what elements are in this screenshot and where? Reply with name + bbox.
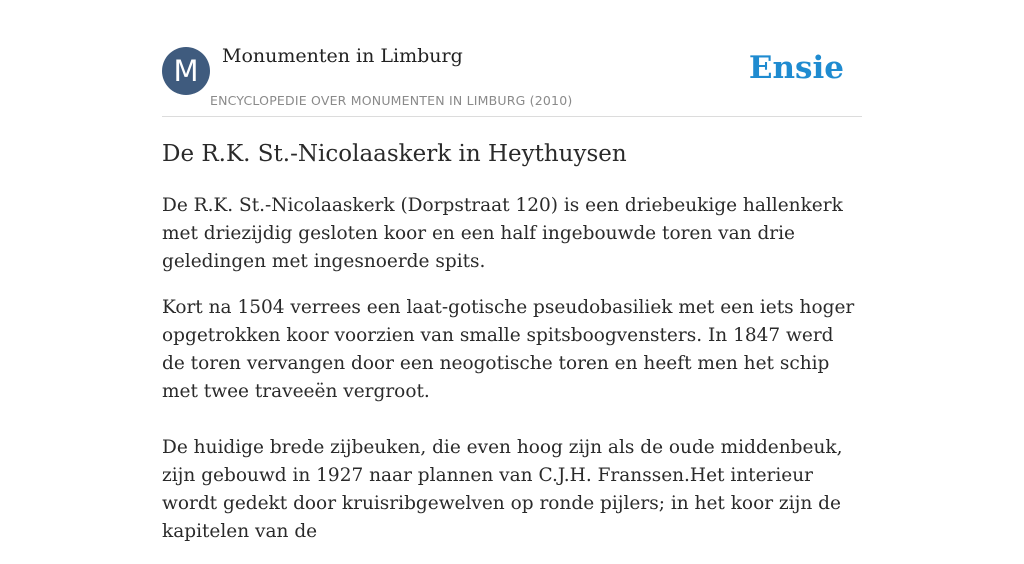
source-subtitle: ENCYCLOPEDIE OVER MONUMENTEN IN LIMBURG (2010) xyxy=(210,93,573,108)
avatar[interactable]: M xyxy=(162,47,210,95)
article-paragraph: Kort na 1504 verrees een laat-gotische pseudobasiliek met een iets hoger opgetrokken koor voorzien van smalle spitsboogvensters. In 1847 werd de toren vervangen door een neogotische toren en heeft men het schip met twee traveeën vergroot. xyxy=(162,297,855,402)
source-header xyxy=(162,0,862,117)
source-title[interactable]: Monumenten in Limburg xyxy=(222,45,463,67)
article xyxy=(162,138,862,564)
ensie-logo[interactable]: Ensie xyxy=(748,50,844,86)
paragraph-spacer xyxy=(162,406,862,434)
article-title: De R.K. St.-Nicolaaskerk in Heythuysen xyxy=(162,141,627,167)
article-paragraph: De huidige brede zijbeuken, die even hoog zijn als de oude middenbeuk, zijn gebouwd in 1927 naar plannen van C.J.H. Franssen.Het interieur wordt gedekt door kruisribgewelven op ronde pijlers; in het koor zijn de kapitelen van de xyxy=(162,437,843,542)
article-paragraph: De R.K. St.-Nicolaaskerk (Dorpstraat 120) is een driebeukige hallenkerk met driezijdig gesloten koor en een half ingebouwde toren van drie geledingen met ingesnoerde spits. xyxy=(162,195,843,272)
